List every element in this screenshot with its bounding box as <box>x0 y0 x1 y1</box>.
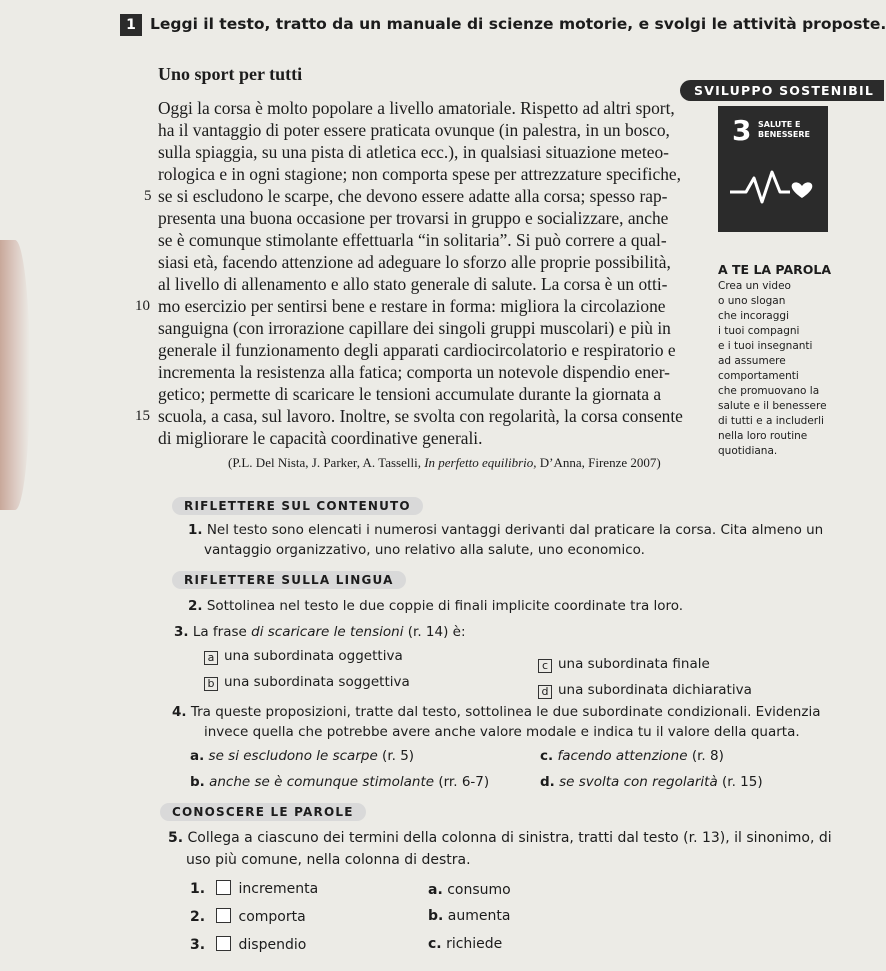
question-text: Tra queste proposizioni, tratte dal testo, sottolinea le due subordinate condizionali. Evidenzia <box>190 704 821 720</box>
question-text: Sottolinea nel testo le due coppie di finali implicite coordinate tra loro. <box>206 598 684 614</box>
question-3 <box>174 624 466 640</box>
question-number: 1. <box>188 522 203 538</box>
option-text: una subordinata finale <box>558 656 710 672</box>
option-letter: b. <box>190 774 205 790</box>
page-shadow <box>0 240 30 510</box>
option-quote: facendo attenzione <box>557 748 688 764</box>
citation-book-title: In perfetto equilibrio <box>424 455 534 470</box>
citation-publisher: , D’Anna, Firenze 2007) <box>533 455 661 470</box>
text-line: rologica e in ogni stagione; non comporta spese per attrezzature specifiche, <box>158 164 681 184</box>
option-letter: a. <box>190 748 205 764</box>
sustainability-badge: SVILUPPO SOSTENIBIL <box>680 80 884 101</box>
option-ref: (r. 8) <box>687 748 724 764</box>
goal-label <box>758 120 810 140</box>
sidebar-line: e i tuoi insegnanti <box>718 340 813 352</box>
match-right-c <box>428 936 502 952</box>
question-4 <box>172 704 820 720</box>
answer-box[interactable] <box>216 908 231 923</box>
text-line: se è comunque stimolante effettuarla “in solitaria”. Si può correre a qual- <box>158 230 667 250</box>
section-label-words: CONOSCERE LE PAROLE <box>160 803 366 821</box>
exercise-number-badge: 1 <box>120 14 142 36</box>
option-letter-box[interactable]: a <box>204 651 218 665</box>
term: consumo <box>447 882 511 898</box>
item-number: 3. <box>190 937 206 953</box>
term: comporta <box>238 909 306 925</box>
match-left-3[interactable] <box>190 936 306 953</box>
text-line: scuola, a casa, sul lavoro. Inoltre, se svolta con regolarità, la corsa consente <box>158 406 683 426</box>
section-label-language: RIFLETTERE SULLA LINGUA <box>172 571 406 589</box>
goal-label-line: BENESSERE <box>758 130 810 139</box>
option-quote: anche se è comunque stimolante <box>209 774 435 790</box>
option-3a[interactable] <box>204 648 403 665</box>
option-3c[interactable] <box>538 656 710 673</box>
text-line: generale il funzionamento degli apparati cardiocircolatorio e respiratorio e <box>158 340 676 360</box>
term: dispendio <box>238 937 307 953</box>
line-number: 15 <box>135 408 150 424</box>
question-text: Collega a ciascuno dei termini della colonna di sinistra, tratti dal testo (r. 13), il sinonimo, di <box>187 830 832 846</box>
match-right-a <box>428 882 511 898</box>
line-number: 5 <box>144 188 152 204</box>
text-line: getico; permette di scaricare le tensioni accumulate durante la giornata a <box>158 384 662 404</box>
option-quote: se svolta con regolarità <box>559 774 718 790</box>
sidebar-line: che incoraggi <box>718 310 789 322</box>
text-line: se si escludono le scarpe, che devono essere adatte alla corsa; spesso rap- <box>158 186 668 206</box>
sidebar-line: nella loro routine <box>718 430 808 442</box>
text-line: di migliorare le capacità coordinative generali. <box>158 428 483 448</box>
question-number: 5. <box>168 830 184 846</box>
text-line: Oggi la corsa è molto popolare a livello amatoriale. Rispetto ad altri sport, <box>158 98 675 118</box>
text-line: siasi età, facendo attenzione ad adeguare lo sforzo alle proprie possibilità, <box>158 252 671 272</box>
question-1 <box>188 522 823 538</box>
option-text: una subordinata dichiarativa <box>558 682 752 698</box>
item-number: 2. <box>190 909 206 925</box>
sidebar-line: quotidiana. <box>718 445 778 457</box>
heartbeat-heart-icon <box>728 166 820 206</box>
sidebar-box-title: A TE LA PAROLA <box>718 262 832 277</box>
question-number: 4. <box>172 704 187 720</box>
question-text: (r. 14) è: <box>403 624 466 640</box>
option-letter-box[interactable]: b <box>204 677 218 691</box>
option-4b[interactable] <box>190 774 489 790</box>
match-left-2[interactable] <box>190 908 306 925</box>
option-letter-box[interactable]: c <box>538 659 552 673</box>
answer-box[interactable] <box>216 880 231 895</box>
option-4d[interactable] <box>540 774 763 790</box>
text-line: incrementa la resistenza alla fatica; comporta un notevole dispendio ener- <box>158 362 670 382</box>
question-4-cont: invece quella che potrebbe avere anche valore modale e indica tu il valore della quarta. <box>204 724 800 740</box>
question-number: 3. <box>174 624 189 640</box>
term: aumenta <box>447 908 511 924</box>
option-text: una subordinata oggettiva <box>224 648 403 664</box>
question-2 <box>188 598 683 614</box>
question-quote: di scaricare le tensioni <box>251 624 404 640</box>
match-right-b <box>428 908 510 924</box>
term: incrementa <box>238 881 319 897</box>
option-ref: (r. 15) <box>717 774 763 790</box>
term: richiede <box>446 936 503 952</box>
item-letter: b. <box>428 908 444 924</box>
text-line: ha il vantaggio di poter essere praticata ovunque (in palestra, in un bosco, <box>158 120 670 140</box>
text-line: sulla spiaggia, su una pista di atletica ecc.), in qualsiasi situazione meteo- <box>158 142 669 162</box>
citation <box>228 455 661 471</box>
option-text: una subordinata soggettiva <box>224 674 410 690</box>
item-number: 1. <box>190 881 206 897</box>
text-line: mo esercizio per sentirsi bene e restare in forma: migliora la circolazione <box>158 296 666 316</box>
sidebar-line: che promuovano la <box>718 385 820 397</box>
question-5 <box>168 830 832 846</box>
question-number: 2. <box>188 598 203 614</box>
text-line: presenta una buona occasione per trovarsi in gruppo e socializzare, anche <box>158 208 669 228</box>
item-letter: a. <box>428 882 443 898</box>
question-text: Nel testo sono elencati i numerosi vantaggi derivanti dal praticare la corsa. Cita almeno un <box>206 522 824 538</box>
answer-box[interactable] <box>216 936 231 951</box>
goal-number: 3 <box>732 114 752 147</box>
question-1-cont: vantaggio organizzativo, uno relativo alla salute, uno economico. <box>204 542 645 558</box>
option-quote: se si escludono le scarpe <box>208 748 378 764</box>
option-letter-box[interactable]: d <box>538 685 552 699</box>
citation-authors: (P.L. Del Nista, J. Parker, A. Tasselli, <box>228 455 425 470</box>
question-5-cont: uso più comune, nella colonna di destra. <box>186 852 471 868</box>
sdg-goal-3-icon <box>718 106 828 232</box>
article-title: Uno sport per tutti <box>158 64 303 84</box>
option-letter: d. <box>540 774 555 790</box>
option-3b[interactable] <box>204 674 410 691</box>
sidebar-line: Crea un video <box>718 280 791 292</box>
sidebar-line: o uno slogan <box>718 295 786 307</box>
goal-label-line: SALUTE E <box>758 120 801 129</box>
sidebar-line: comportamenti <box>718 370 799 382</box>
text-line: al livello di allenamento e allo stato generale di salute. La corsa è un otti- <box>158 274 668 294</box>
sidebar-line: salute e il benessere <box>718 400 827 412</box>
sidebar-line: ad assumere <box>718 355 786 367</box>
sidebar-line: i tuoi compagni <box>718 325 800 337</box>
option-ref: (r. 5) <box>377 748 415 764</box>
sidebar-line: di tutti e a includerli <box>718 415 824 427</box>
option-3d[interactable] <box>538 682 752 699</box>
text-line: sanguigna (con irrorazione capillare dei singoli gruppi muscolari) e più in <box>158 318 671 338</box>
option-ref: (rr. 6-7) <box>434 774 490 790</box>
item-letter: c. <box>428 936 442 952</box>
question-text: La frase <box>192 624 252 640</box>
section-label-content: RIFLETTERE SUL CONTENUTO <box>172 497 423 515</box>
exercise-instruction: Leggi il testo, tratto da un manuale di scienze motorie, e svolgi le attività proposte. <box>150 15 886 33</box>
option-4c[interactable] <box>540 748 724 764</box>
option-letter: c. <box>540 748 554 764</box>
match-left-1[interactable] <box>190 880 318 897</box>
option-4a[interactable] <box>190 748 414 764</box>
line-number: 10 <box>135 298 150 314</box>
